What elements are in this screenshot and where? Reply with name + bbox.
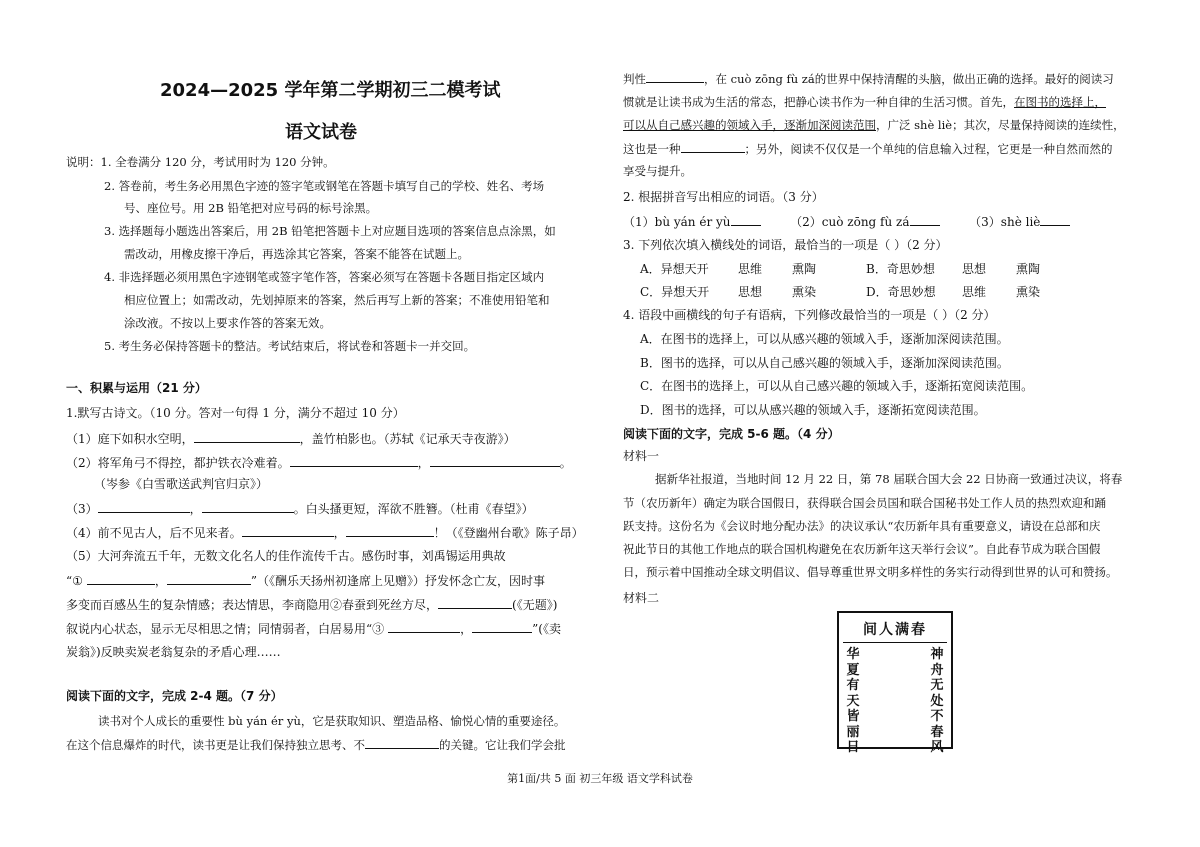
opt: A．异想天开 [640, 262, 709, 276]
q-text: ，广泛 shè liè；其次，尽量保持阅读的连续性， [876, 118, 1125, 132]
q3-option-a-w3: 熏陶 [792, 262, 817, 276]
question-1-3 [66, 500, 534, 517]
passage-line [623, 117, 1125, 133]
q4-option: D．图书的选择，可以从感兴趣的领域入手，逐渐拓宽阅读范围。 [640, 403, 986, 417]
q-text: （3）shè liè [969, 215, 1041, 229]
q-text: 多变而百感丛生的复杂情感；表达情思，李商隐用②春蚕到死丝方尽， [66, 598, 439, 612]
instruction-line: 2. 答卷前，考生务必用黑色字迹的签字笔或钢笔在答题卡填写自己的学校、姓名、考场 [104, 179, 545, 193]
section-heading: 阅读下面的文字，完成 5-6 题。（4 分） [623, 427, 840, 441]
passage-line [623, 70, 1114, 87]
question-1-2-source: （岑参《白雪歌送武判官归京》） [94, 477, 269, 491]
exam-subtitle: 语文试卷 [285, 122, 357, 143]
material-label: 材料一 [623, 449, 660, 463]
q-text: ， [333, 526, 346, 540]
question-1-5-line4 [66, 620, 561, 637]
section-heading: 一、积累与运用（21 分） [66, 381, 207, 395]
answer-blank [646, 70, 704, 83]
q-text: ， [460, 622, 473, 636]
material-line: 日，预示着中国推动全球文明倡议、倡导尊重世界文明多样性的务实行动得到世界的认可和赞扬。 [623, 565, 1118, 579]
q-text: 这也是一种 [623, 142, 681, 156]
answer-blank [194, 430, 300, 443]
answer-blank [430, 454, 560, 467]
question-1-5: （5）大河奔流五千年，无数文化名人的佳作流传千古。感伤时事，刘禹锡运用典故 [66, 549, 506, 563]
answer-blank [438, 596, 512, 609]
question-1-1 [66, 430, 516, 447]
answer-blank [202, 500, 294, 513]
q-text: 判性 [623, 72, 646, 86]
instruction-line: 5. 考生务必保持答题卡的整洁。考试结束后，将试卷和答题卡一并交回。 [104, 339, 476, 353]
instruction-line: 3. 选择题每小题选出答案后，用 2B 铅笔把答题卡上对应题目选项的答案信息点涂黑，如 [104, 224, 556, 238]
instruction-line: 4. 非选择题必须用黑色字迹钢笔或签字笔作答，答案必须写在答题卡各题目指定区域内 [104, 270, 545, 284]
passage-line: 享受与提升。 [623, 164, 692, 178]
instruction-line: 说明：1. 全卷满分 120 分，考试用时为 120 分钟。 [66, 155, 335, 169]
plaque-heading: 间人满春 [863, 622, 927, 638]
material-line: 祝此节日的其他工作地点的联合国机构避免在农历新年这天举行会议”。自此春节成为联合国假 [623, 542, 1101, 556]
answer-blank [472, 620, 532, 633]
answer-blank [910, 213, 940, 226]
instruction-line: 号、座位号。用 2B 铅笔把对应号码的标号涂黑。 [124, 201, 378, 215]
q-text: 在这个信息爆炸的时代，读书更是让我们保持独立思考、不 [66, 738, 365, 752]
q3-option-d-w3: 熏染 [1016, 285, 1041, 299]
q-text: （1）bù yán ér yù [623, 215, 731, 229]
q3-option-d: D．奇思妙想 [866, 285, 936, 299]
underlined-sentence: 可以从自己感兴趣的领域入手，逐渐加深阅读范围 [623, 118, 876, 132]
answer-blank [388, 620, 460, 633]
answer-blank [242, 524, 334, 537]
q-text: （2）将军角弓不得控，都护铁衣冷难着。 [66, 456, 290, 470]
page-footer: 第1面/共 5 面 初三年级 语文学科试卷 [507, 772, 693, 785]
q4-option: B．图书的选择，可以从自己感兴趣的领域入手，逐渐加深阅读范围。 [640, 356, 1009, 370]
q3-option-b-w2: 思想 [962, 262, 987, 276]
answer-blank [167, 572, 251, 585]
instruction-line: 相应位置上；如需改动，先划掉原来的答案，然后再写上新的答案；不准使用铅笔和 [124, 293, 550, 307]
q-text: 的关键。它让我们学会批 [439, 738, 566, 752]
answer-blank [290, 454, 418, 467]
answer-blank [1040, 213, 1070, 226]
q3-option-a-w2: 思维 [738, 262, 763, 276]
answer-blank [346, 524, 434, 537]
q-text: 惯就是让读书成为生活的常态，把静心读书作为一种自律的生活习惯。首先， [623, 95, 1014, 109]
q-text: ”(《卖 [532, 622, 561, 636]
question-1: 1.默写古诗文。（10 分。答对一句得 1 分，满分不超过 10 分） [66, 406, 405, 420]
material-line: 据新华社报道，当地时间 12 月 22 日，第 78 届联合国大会 22 日协商一致通过决议，将春 [655, 472, 1123, 486]
answer-blank [365, 736, 439, 749]
q-text: （1）庭下如积水空明， [66, 432, 194, 446]
section-heading: 阅读下面的文字，完成 2-4 题。（7 分） [66, 689, 283, 703]
q-text: 。 [559, 456, 572, 470]
question-1-5-line3 [66, 596, 557, 613]
couplet-plaque [837, 611, 953, 755]
q-text: “① [66, 574, 83, 588]
exam-title: 2024—2025 学年第二学期初三二模考试 [160, 80, 501, 101]
answer-blank [731, 213, 761, 226]
q3-option-c-w3: 熏染 [792, 285, 817, 299]
q-text: ， [189, 502, 202, 516]
couplet-right-column: 神舟无处不春风 [930, 647, 944, 755]
material-line: 节（农历新年）确定为联合国假日，获得联合国会员国和联合国秘书处工作人员的热烈欢迎和踊 [623, 496, 1106, 510]
question-2: 2. 根据拼音写出相应的词语。（3 分） [623, 190, 824, 204]
q-text: ，在 cuò zōng fù zá的世界中保持清醒的头脑，做出正确的选择。最好的阅读习 [704, 72, 1114, 86]
q-text: （3） [66, 502, 98, 516]
q3-option-d-w2: 思维 [962, 285, 987, 299]
q3-option-c-w2: 思想 [738, 285, 763, 299]
instruction-line: 需改动，用橡皮擦干净后，再选涂其它答案，答案不能答在试题上。 [124, 247, 469, 261]
passage-line [623, 94, 1106, 110]
question-3: 3. 下列依次填入横线处的词语，最恰当的一项是（ ）（2 分） [623, 238, 948, 252]
question-4: 4. 语段中画横线的句子有语病，下列修改最恰当的一项是（ ）（2 分） [623, 308, 996, 322]
q-text: ；另外，阅读不仅仅是一个单纯的信息输入过程，它更是一种自然而然的 [744, 142, 1113, 156]
q-text: 。白头搔更短，浑欲不胜簪。（杜甫《春望》） [293, 502, 534, 516]
material-label: 材料二 [623, 591, 660, 605]
question-2-items [623, 213, 1070, 230]
question-1-5-line2 [66, 572, 545, 589]
underlined-sentence: 在图书的选择上， [1014, 95, 1106, 109]
q-text: ， [417, 456, 430, 470]
q3-option-a [640, 261, 709, 277]
q-text: ，盖竹柏影也。（苏轼《记承天寺夜游》） [299, 432, 516, 446]
q-text: ”（《酬乐天扬州初逢席上见赠》）抒发怀念亡友，因时事 [250, 574, 546, 588]
q-text: 叙说内心状态，显示无尽相思之情；同情弱者，白居易用“③ [66, 622, 385, 636]
passage-line [66, 736, 566, 753]
passage-line: 读书对个人成长的重要性 bù yán ér yù，它是获取知识、塑造品格、愉悦心情的重要途径。 [98, 714, 566, 728]
passage-line [623, 140, 1113, 157]
instruction-line: 涂改液。不按以上要求作答的答案无效。 [124, 316, 331, 330]
question-1-5-line5: 炭翁》)反映卖炭老翁复杂的矛盾心理…… [66, 645, 281, 659]
q-text: ！（《登幽州台歌》陈子昂） [433, 526, 584, 540]
question-1-4 [66, 524, 584, 541]
q3-option-c: C．异想天开 [640, 285, 710, 299]
question-1-2 [66, 454, 572, 471]
material-line: 跃支持。这份名为《会议时地分配办法》的决议承认“农历新年具有重要意义，请设在总部和庆 [623, 519, 1101, 533]
q-text: (《无题》) [512, 598, 558, 612]
q4-option: A．在图书的选择上，可以从感兴趣的领域入手，逐渐加深阅读范围。 [640, 332, 1009, 346]
divider [843, 642, 947, 643]
q-text: ， [154, 574, 167, 588]
q3-option-b-w3: 熏陶 [1016, 262, 1041, 276]
q4-option: C．在图书的选择上，可以从自己感兴趣的领域入手，逐渐拓宽阅读范围。 [640, 379, 1034, 393]
q3-option-b: B．奇思妙想 [866, 262, 935, 276]
q-text: （2）cuò zōng fù zá [790, 215, 910, 229]
answer-blank [681, 140, 745, 153]
answer-blank [98, 500, 190, 513]
q-text: （4）前不见古人，后不见来者。 [66, 526, 242, 540]
answer-blank [87, 572, 155, 585]
couplet-left-column: 华夏有天皆丽日 [846, 647, 860, 755]
